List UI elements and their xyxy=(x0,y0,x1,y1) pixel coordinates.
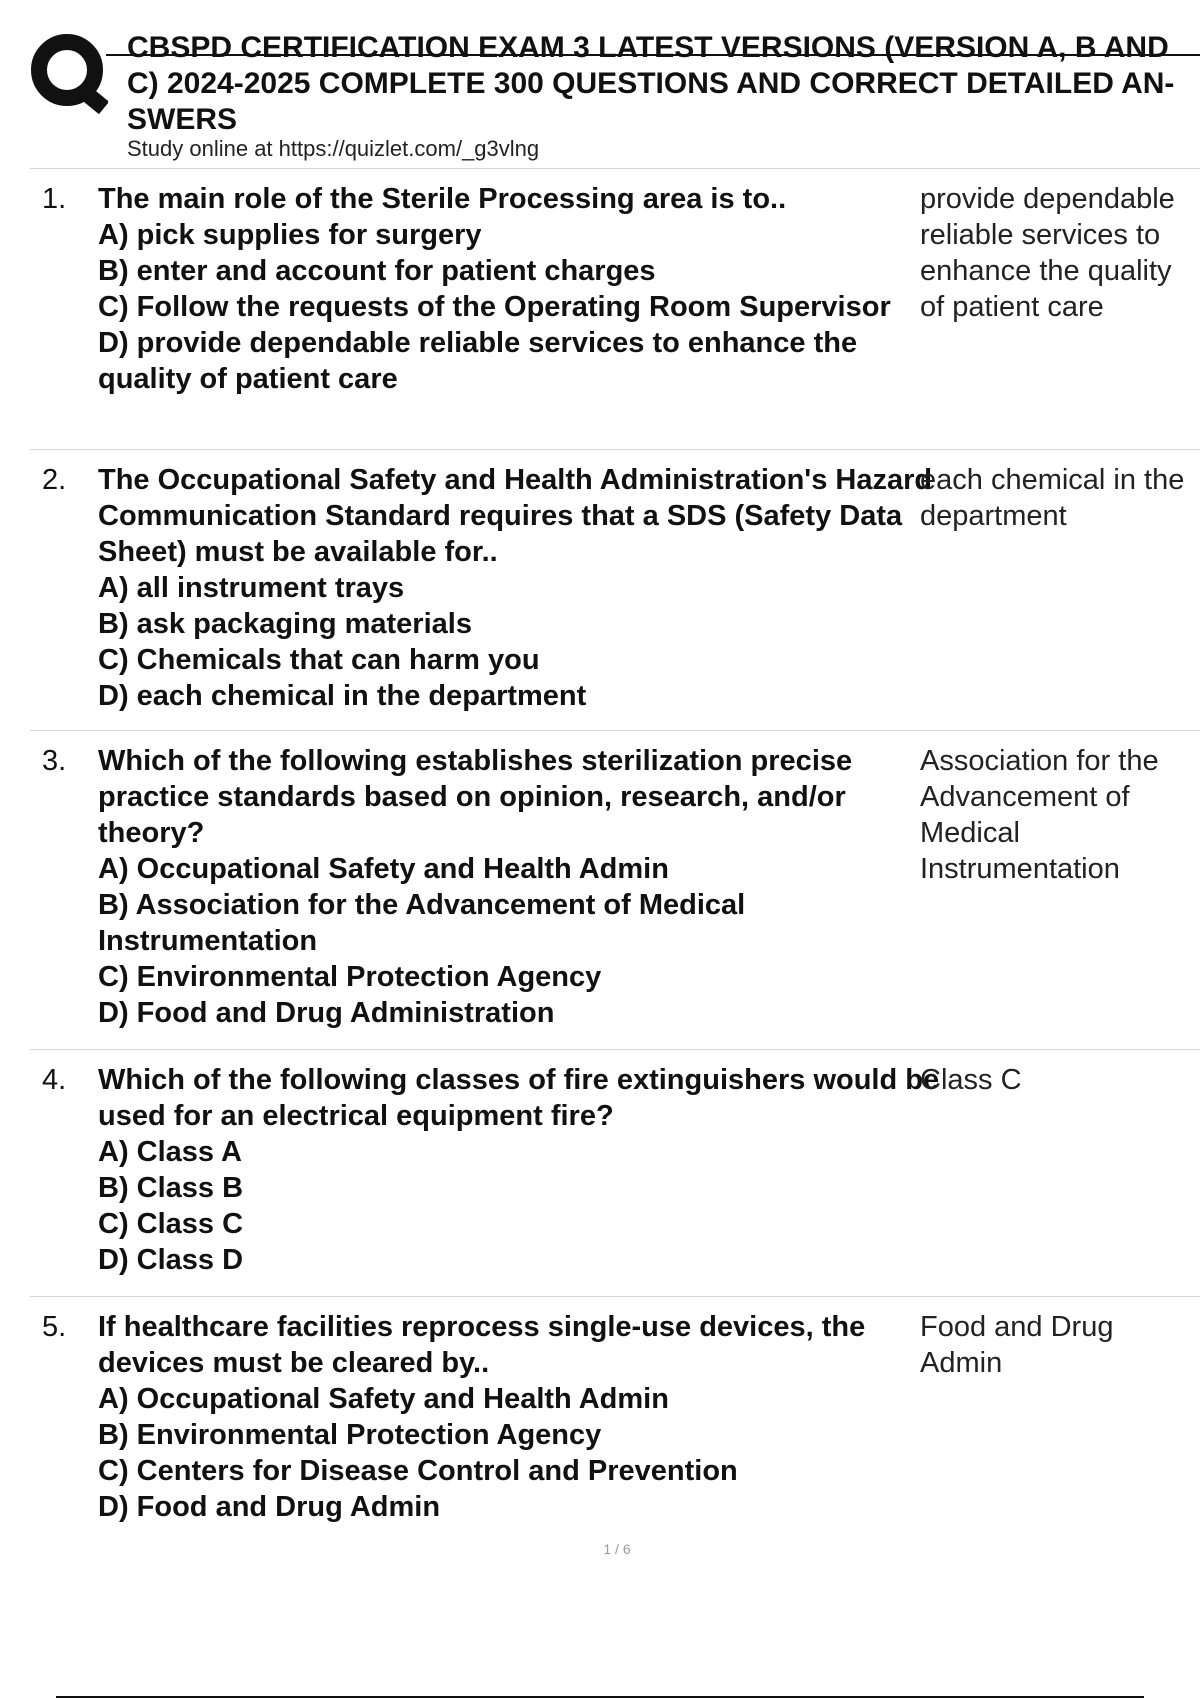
question-number: 5. xyxy=(42,1311,67,1343)
option-d: D) each chemical in the department xyxy=(98,680,587,712)
option-c: C) Centers for Disease Control and Prevention xyxy=(98,1455,738,1487)
option-a: A) Occupational Safety and Health Admin xyxy=(98,853,669,885)
question-body xyxy=(98,181,950,397)
option-a: A) all instrument trays xyxy=(98,572,405,604)
option-c: C) Chemicals that can harm you xyxy=(98,644,540,676)
question-text: Which of the following establishes sterilization precise practice standards based on opinion, research, and/or theory? xyxy=(98,745,853,849)
option-a: A) pick supplies for surgery xyxy=(98,219,482,251)
answer-text: Association for the Advancement of Medical Instrumentation xyxy=(920,745,1159,885)
option-a: A) Class A xyxy=(98,1136,242,1168)
option-b: B) ask packaging materials xyxy=(98,608,472,640)
title-line: CBSPD CERTIFICATION EXAM 3 LATEST VERSIONS (VERSION A, B AND xyxy=(127,31,1169,64)
question-text: If healthcare facilities reprocess single-use devices, the devices must be cleared by.. xyxy=(98,1311,866,1379)
question-row-5 xyxy=(30,1296,1200,1537)
question-number: 1. xyxy=(42,183,67,215)
question-row-3 xyxy=(30,730,1200,1049)
answer-text: provide dependable reliable services to enhance the quality of patient care xyxy=(920,183,1175,323)
question-body xyxy=(98,743,950,1031)
document-header xyxy=(0,0,1200,170)
option-b: B) Class B xyxy=(98,1172,244,1204)
footer-rule xyxy=(56,1696,1144,1698)
answer-text: each chemical in the department xyxy=(920,464,1185,532)
question-number: 3. xyxy=(42,745,67,777)
question-number: 4. xyxy=(42,1064,67,1096)
document-title xyxy=(127,30,1200,138)
option-c: C) Environmental Protection Agency xyxy=(98,961,602,993)
option-b: B) Association for the Advancement of Medical Instrumentation xyxy=(98,889,746,957)
answer-text: Class C xyxy=(920,1064,1022,1096)
option-a: A) Occupational Safety and Health Admin xyxy=(98,1383,669,1415)
question-row-4 xyxy=(30,1049,1200,1296)
title-line: SWERS xyxy=(127,103,238,136)
option-b: B) Environmental Protection Agency xyxy=(98,1419,602,1451)
option-d: D) provide dependable reliable services to enhance the quality of patient care xyxy=(98,327,858,395)
option-c: C) Follow the requests of the Operating Room Supervisor xyxy=(98,291,891,323)
option-b: B) enter and account for patient charges xyxy=(98,255,656,287)
question-list xyxy=(30,168,1200,1537)
title-line: C) 2024-2025 COMPLETE 300 QUESTIONS AND CORRECT DETAILED AN- xyxy=(127,67,1175,100)
option-d: D) Class D xyxy=(98,1244,244,1276)
option-d: D) Food and Drug Admin xyxy=(98,1491,441,1523)
question-body xyxy=(98,1062,950,1278)
option-d: D) Food and Drug Administration xyxy=(98,997,555,1029)
question-text: Which of the following classes of fire extinguishers would be used for an electrical equipment fire? xyxy=(98,1064,940,1132)
question-body xyxy=(98,1309,950,1525)
question-row-1 xyxy=(30,168,1200,449)
question-number: 2. xyxy=(42,464,67,496)
question-row-2 xyxy=(30,449,1200,730)
quizlet-q-logo-icon xyxy=(30,32,108,114)
question-body xyxy=(98,462,950,714)
page-indicator: 1 / 6 xyxy=(603,1541,631,1557)
answer-text: Food and Drug Admin xyxy=(920,1311,1114,1379)
study-online-link[interactable]: Study online at https://quizlet.com/_g3vlng xyxy=(127,136,540,161)
option-c: C) Class C xyxy=(98,1208,244,1240)
question-text: The Occupational Safety and Health Administration's Hazard Communication Standard requires that a SDS (Safety Data Sheet) must be available for.. xyxy=(98,464,933,568)
question-text: The main role of the Sterile Processing area is to.. xyxy=(98,183,787,215)
